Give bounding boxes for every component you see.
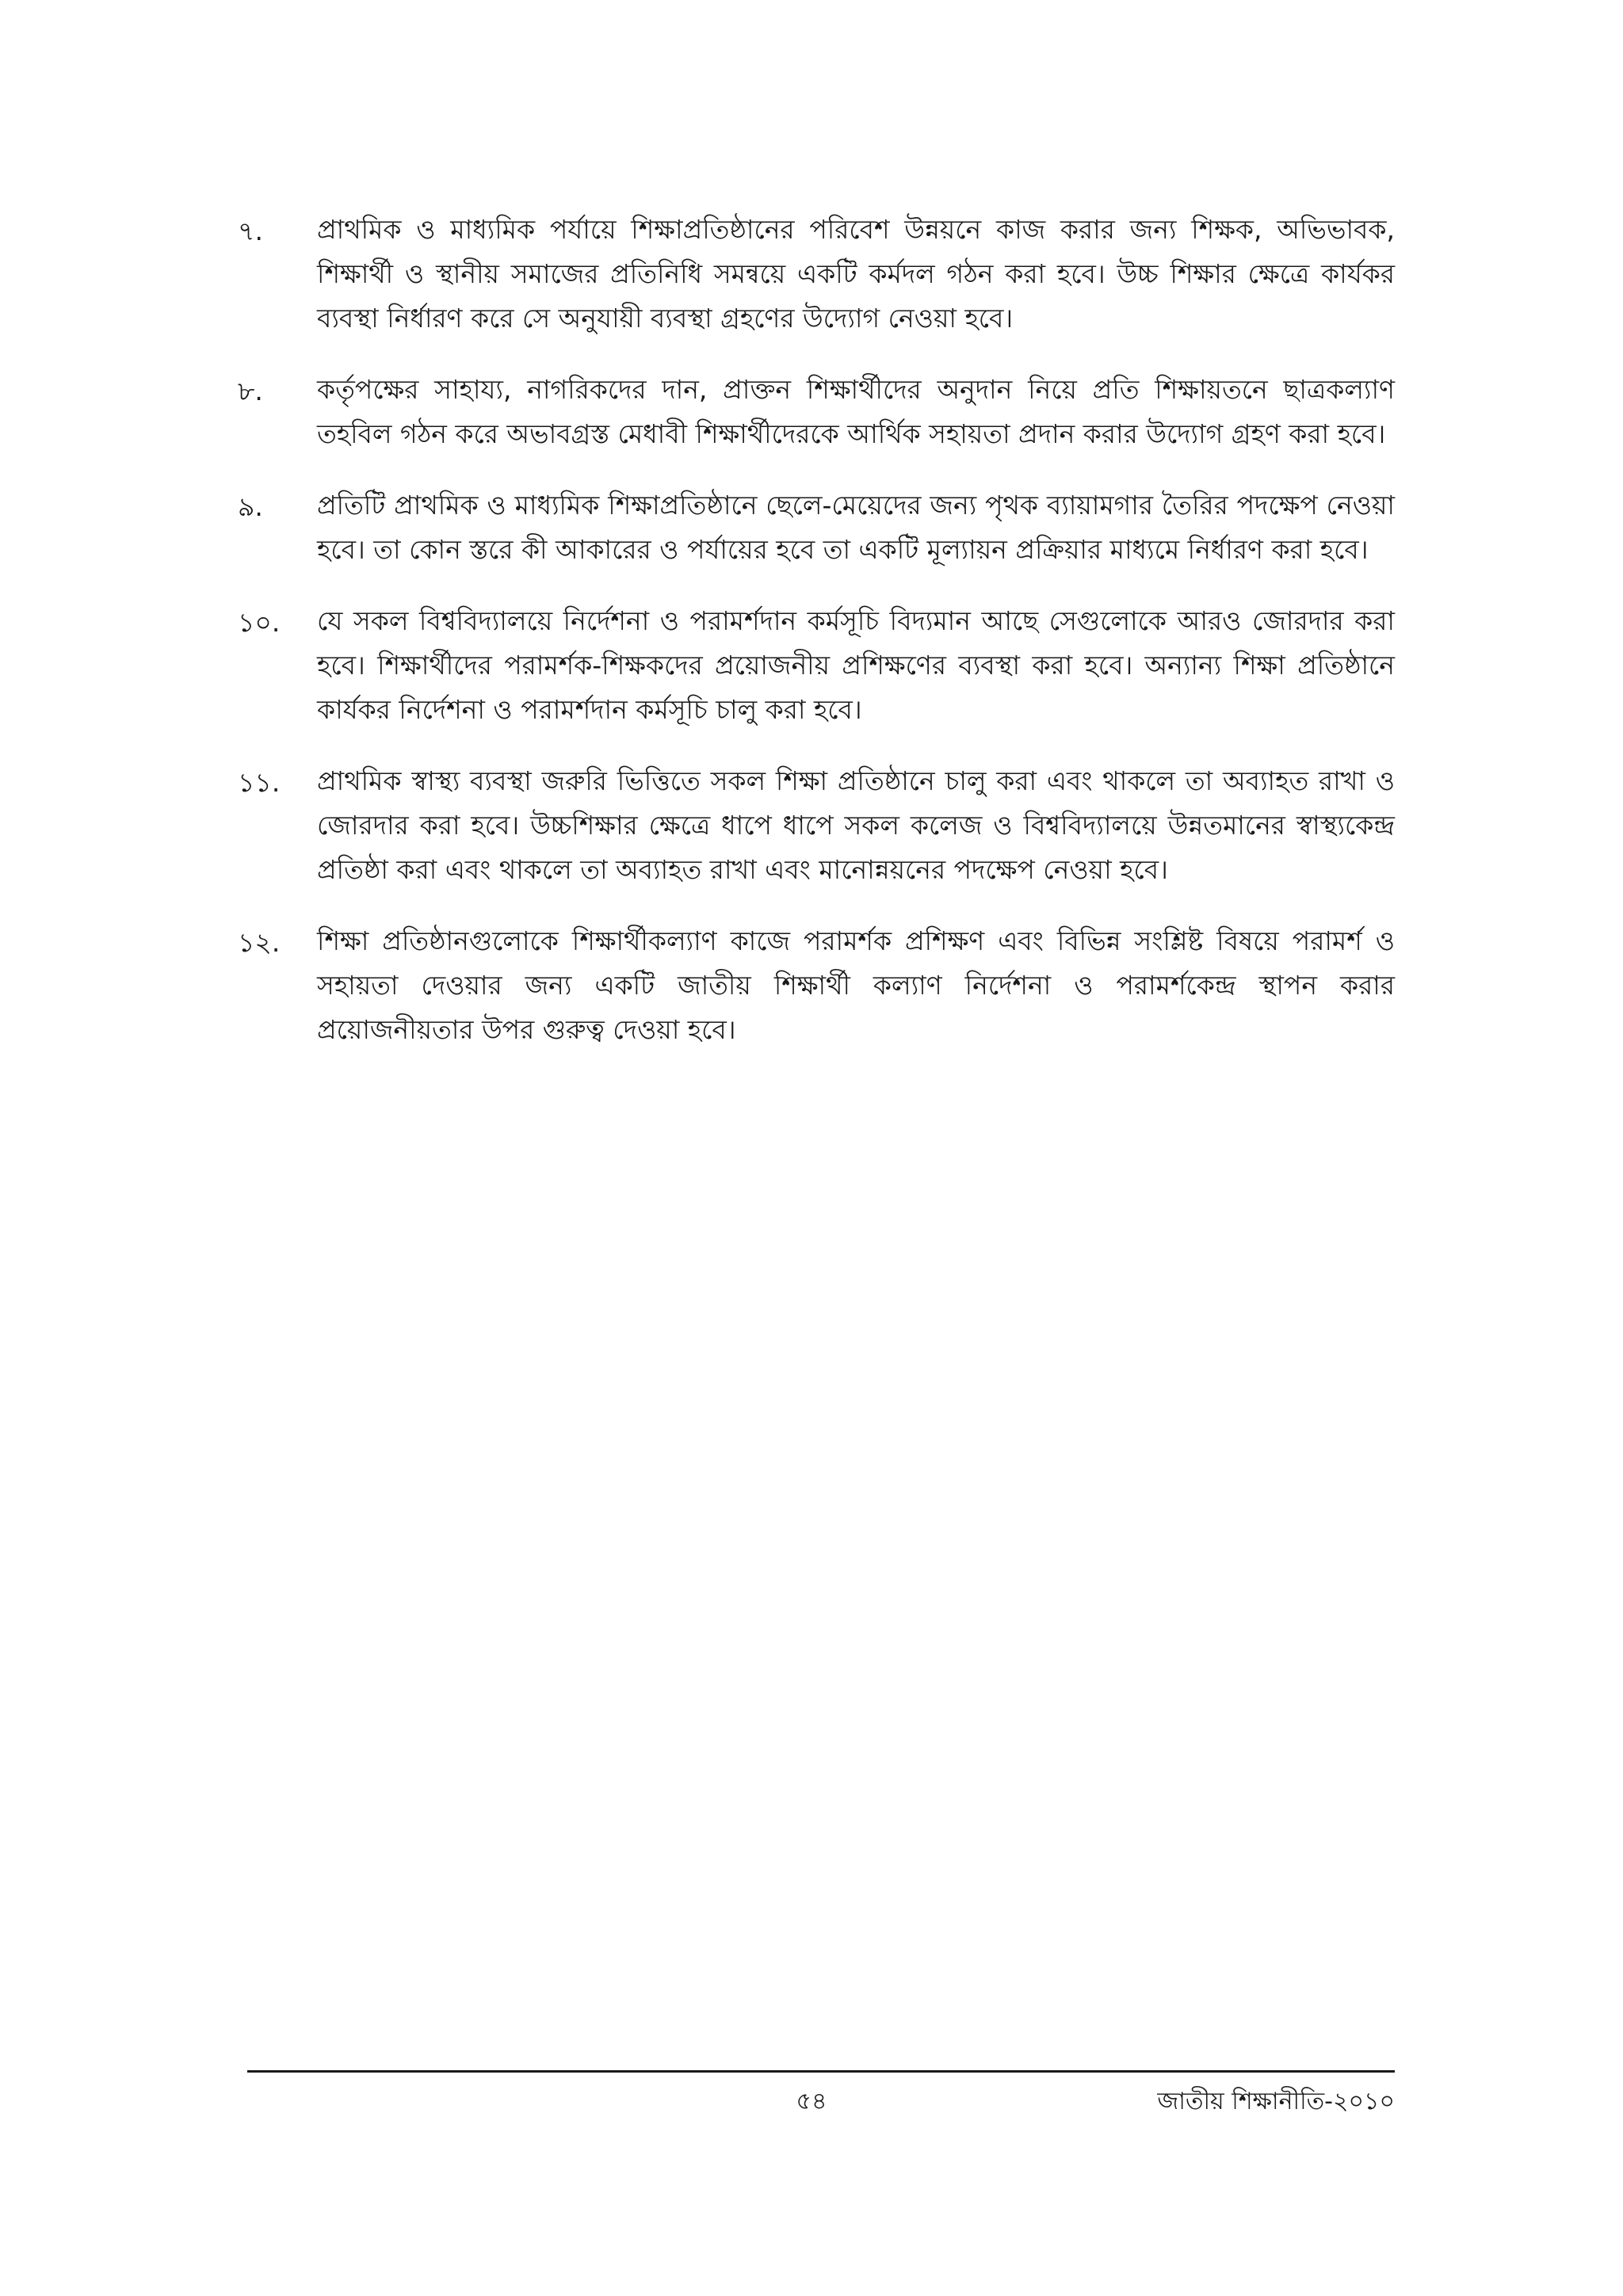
- item-text: শিক্ষা প্রতিষ্ঠানগুলোকে শিক্ষার্থীকল্যাণ কাজে পরামর্শক প্রশিক্ষণ এবং বিভিন্ন সংশ্লিষ্ট বিষয়ে পরামর্শ ও সহায়তা দেওয়ার জন্য একটি জাতীয় শিক্ষার্থী কল্যাণ নির্দেশনা ও পরামর্শকেন্দ্র স্থাপন করার প্রয়োজনীয়তার উপর গুরুত্ব দেওয়া হবে।: [317, 925, 1395, 1045]
- document-title: জাতীয় শিক্ষানীতি-২০১০: [1157, 2088, 1395, 2115]
- list-item: [238, 919, 1395, 1052]
- item-text: যে সকল বিশ্ববিদ্যালয়ে নির্দেশনা ও পরামর্শদান কর্মসূচি বিদ্যমান আছে সেগুলোকে আরও জোরদার করা হবে। শিক্ষার্থীদের পরামর্শক-শিক্ষকদের প্রয়োজনীয় প্রশিক্ষণের ব্যবস্থা করা হবে। অন্যান্য শিক্ষা প্রতিষ্ঠানে কার্যকর নির্দেশনা ও পরামর্শদান কর্মসূচি চালু করা হবে।: [317, 605, 1395, 725]
- item-number: ৮.: [238, 376, 263, 406]
- list-item: [238, 759, 1395, 892]
- numbered-list: [238, 208, 1395, 1079]
- item-text: কর্তৃপক্ষের সাহায্য, নাগরিকদের দান, প্রাক্তন শিক্ষার্থীদের অনুদান নিয়ে প্রতি শিক্ষায়তনে ছাত্রকল্যাণ তহবিল গঠন করে অভাবগ্রস্ত মেধাবী শিক্ষার্থীদেরকে আর্থিক সহায়তা প্রদান করার উদ্যোগ গ্রহণ করা হবে।: [317, 374, 1395, 449]
- item-text: প্রাথমিক স্বাস্থ্য ব্যবস্থা জরুরি ভিত্তিতে সকল শিক্ষা প্রতিষ্ঠানে চালু করা এবং থাকলে তা অব্যাহত রাখা ও জোরদার করা হবে। উচ্চশিক্ষার ক্ষেত্রে ধাপে ধাপে সকল কলেজ ও বিশ্ববিদ্যালয়ে উন্নতমানের স্বাস্থ্যকেন্দ্র প্রতিষ্ঠা করা এবং থাকলে তা অব্যাহত রাখা এবং মানোন্নয়নের পদক্ষেপ নেওয়া হবে।: [317, 765, 1395, 885]
- item-number: ৯.: [238, 491, 263, 522]
- item-number: ৭.: [238, 215, 263, 246]
- list-item: [238, 368, 1395, 456]
- item-text: প্রাথমিক ও মাধ্যমিক পর্যায়ে শিক্ষাপ্রতিষ্ঠানের পরিবেশ উন্নয়নে কাজ করার জন্য শিক্ষক, অভিভাবক, শিক্ষার্থী ও স্থানীয় সমাজের প্রতিনিধি সমন্বয়ে একটি কর্মদল গঠন করা হবে। উচ্চ শিক্ষার ক্ষেত্রে কার্যকর ব্যবস্থা নির্ধারণ করে সে অনুযায়ী ব্যবস্থা গ্রহণের উদ্যোগ নেওয়া হবে।: [317, 214, 1395, 334]
- list-item: [238, 208, 1395, 341]
- item-number: ১১.: [238, 767, 281, 798]
- list-item: [238, 599, 1395, 732]
- item-number: ১০.: [238, 607, 281, 638]
- page-number: ৫৪: [796, 2088, 827, 2115]
- item-text: প্রতিটি প্রাথমিক ও মাধ্যমিক শিক্ষাপ্রতিষ্ঠানে ছেলে-মেয়েদের জন্য পৃথক ব্যায়ামগার তৈরির পদক্ষেপ নেওয়া হবে। তা কোন স্তরে কী আকারের ও পর্যায়ের হবে তা একটি মূল্যায়ন প্রক্রিয়ার মাধ্যমে নির্ধারণ করা হবে।: [317, 490, 1395, 565]
- item-number: ১২.: [238, 927, 281, 958]
- footer-divider: [247, 2070, 1395, 2073]
- list-item: [238, 483, 1395, 572]
